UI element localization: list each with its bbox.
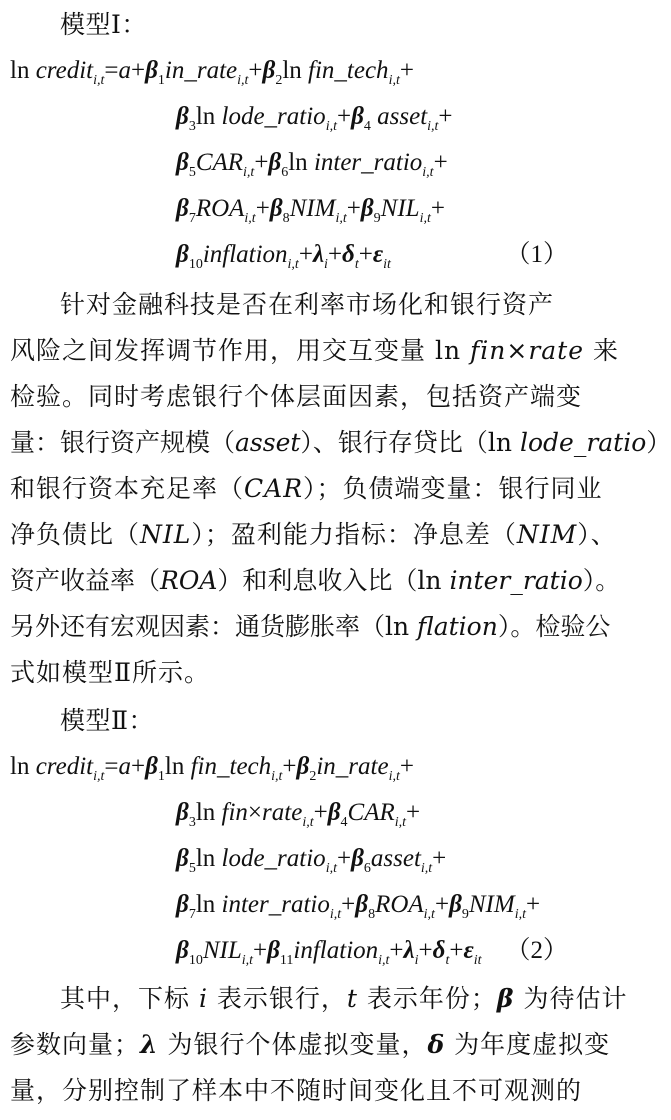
model2-eq-number: （2） (505, 937, 568, 964)
paragraph1-line-9: 式如模型Ⅱ所示。 (10, 658, 210, 687)
model1-eq-line-5: $\beta_{10}inflation_{i,t}+\lambda_i+\delta_t+\varepsilon_{it}$ （1） (176, 238, 586, 272)
paragraph1-line-7: 资产收益率（ROA）和利息收入比（ln inter_ratio）。 (10, 566, 621, 595)
model2-eq-line-2: $\beta_3\ln$ $fin\times rate_{i,t}+\beta_4CAR_{i,t}+$ (176, 799, 421, 830)
paragraph1-line-6: 净负债比（NIL）；盈利能力指标：净息差（NIM）、 (10, 520, 617, 549)
model2-eq-line-4: $\beta_7\ln$ $inter\_ratio_{i,t}+\beta_8ROA_{i,t}+\beta_9NIM_{i,t}+$ (176, 891, 541, 922)
paragraph1-line-4: 量：银行资产规模（asset）、银行存贷比（ln lode_ratio） (10, 428, 671, 457)
model1-label: 模型Ⅰ： (60, 10, 147, 39)
model1-eq-line-1: $\ln credit_{i,t}=a+\beta_1in\_rate_{i,t}+\beta_2\ln$ fin_tech$_{i,t}$+ (10, 57, 414, 88)
model1-eq-line-3: $\beta_5CAR_{i,t}+\beta_6\ln$ inter_ratio$_{i,t}$+ (176, 149, 448, 180)
paragraph1-line-8: 另外还有宏观因素：通货膨胀率（ln flation）。检验公 (10, 612, 611, 641)
model2-eq-line-5: $\beta_{10}NIL_{i,t}+\beta_{11}inflation_{i,t}+\lambda_i+\delta_t+\varepsilon_{it}$ （2） (176, 934, 586, 968)
paragraph1-line-5: 和银行资本充足率（CAR）；负债端变量：银行同业 (10, 474, 603, 503)
model1-eq-line-2: $\beta_3\ln$ $lode\_ratio_{i,t}+\beta_4$ asset$_{i,t}$+ (176, 103, 453, 134)
paragraph2-line-3: 量，分别控制了样本中不随时间变化且不可观测的 (10, 1076, 583, 1105)
paragraph2-line-2: 参数向量；λ 为银行个体虚拟变量，δ 为年度虚拟变 (10, 1030, 611, 1059)
paragraph2-line-1: 其中，下标 i 表示银行，t 表示年份；β 为待估计 (60, 984, 628, 1013)
paragraph1-line-1: 针对金融科技是否在利率市场化和银行资产 (60, 290, 555, 319)
model2-eq-line-1: $\ln credit_{i,t}=a+\beta_1\ln$ $fin\_tech_{i,t}+\beta_2in\_rate_{i,t}+$ (10, 753, 414, 784)
model2-eq-line-3: $\beta_5\ln$ $lode\_ratio_{i,t}+\beta_6asset_{i,t}+$ (176, 845, 447, 876)
paragraph1-line-3: 检验。同时考虑银行个体层面因素，包括资产端变 (10, 382, 583, 411)
model2-label: 模型Ⅱ： (60, 706, 154, 735)
paragraph1-line-2: 风险之间发挥调节作用，用交互变量 ln fin×rate 来 (10, 336, 619, 365)
model1-eq-number: （1） (505, 241, 568, 268)
model1-eq-line-4: $\beta_7ROA_{i,t}+\beta_8NIM_{i,t}+\beta_9NIL_{i,t}+$ (176, 195, 445, 226)
